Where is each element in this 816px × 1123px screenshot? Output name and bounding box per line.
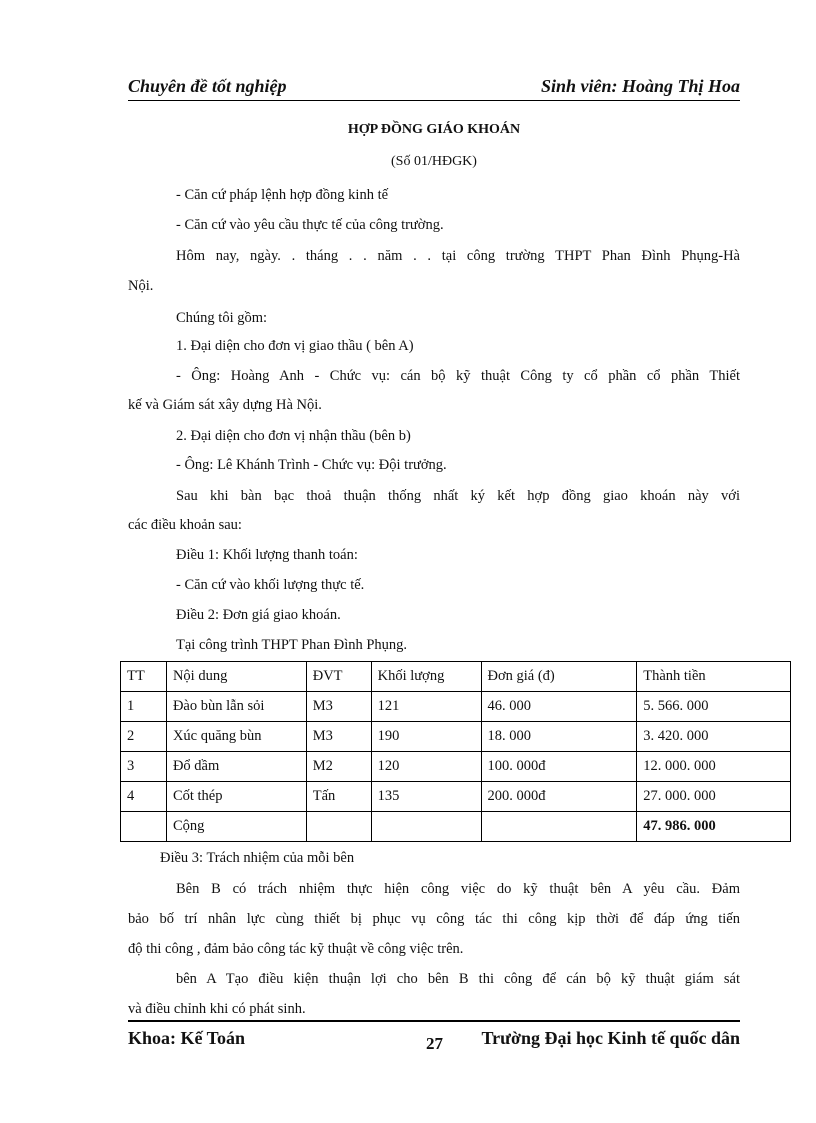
- paragraph-line: bên A Tạo điều kiện thuận lợi cho bên B thi công để cán bộ kỹ thuật giám sát: [176, 971, 740, 987]
- table-header-cell: Đơn giá (đ): [481, 662, 637, 692]
- table-row: [121, 752, 791, 782]
- paragraph-line: kế và Giám sát xây dựng Hà Nội.: [128, 397, 322, 413]
- table-header-cell: Thành tiền: [637, 662, 791, 692]
- paragraph-line: Bên B có trách nhiệm thực hiện công việc do kỹ thuật bên A yêu cầu. Đảm: [176, 881, 740, 897]
- paragraph-line: Hôm nay, ngày. . tháng . . năm . . tại công trường THPT Phan Đình Phụng-Hà: [176, 248, 740, 264]
- table-cell: 190: [371, 722, 481, 752]
- table-header-cell: TT: [121, 662, 167, 692]
- table-cell: [481, 812, 637, 842]
- table-cell: [306, 812, 371, 842]
- table-cell: Tấn: [306, 782, 371, 812]
- header-right: Sinh viên: Hoàng Thị Hoa: [540, 76, 740, 96]
- table-cell: Đào bùn lẫn sỏi: [166, 692, 306, 722]
- total-label: Cộng: [166, 812, 306, 842]
- table-cell: Cốt thép: [166, 782, 306, 812]
- table-cell: M2: [306, 752, 371, 782]
- price-table: [120, 661, 791, 842]
- table-cell: M3: [306, 692, 371, 722]
- table-row: [121, 722, 791, 752]
- table-cell: 4: [121, 782, 167, 812]
- table-cell: [121, 812, 167, 842]
- paragraph-line: Điều 1: Khối lượng thanh toán:: [176, 547, 358, 563]
- paragraph-line: - Căn cứ vào khối lượng thực tế.: [176, 577, 365, 593]
- footer-left: Khoa: Kế Toán: [128, 1028, 246, 1048]
- paragraph-line: - Căn cứ pháp lệnh hợp đồng kinh tế: [176, 187, 389, 203]
- paragraph-line: - Ông: Hoàng Anh - Chức vụ: cán bộ kỹ thuật Công ty cổ phần cổ phần Thiết: [176, 368, 740, 384]
- page-header: [128, 76, 740, 101]
- table-cell: 120: [371, 752, 481, 782]
- table-cell: 5. 566. 000: [637, 692, 791, 722]
- paragraph-line: Chúng tôi gồm:: [176, 310, 268, 326]
- table-header-row: [121, 662, 791, 692]
- table-cell: M3: [306, 722, 371, 752]
- total-value: 47. 986. 000: [637, 812, 791, 842]
- paragraph-line: bảo bố trí nhân lực cùng thiết bị phục vụ công tác thi công kịp thời để đáp ứng tiến: [128, 911, 740, 927]
- paragraph-line: Tại công trình THPT Phan Đình Phụng.: [176, 637, 408, 653]
- document-subtitle: (Số 01/HĐGK): [391, 154, 477, 169]
- table-header-cell: ĐVT: [306, 662, 371, 692]
- paragraph-line: - Căn cứ vào yêu cầu thực tế của công trường.: [176, 217, 444, 233]
- paragraph-line: - Ông: Lê Khánh Trình - Chức vụ: Đội trưởng.: [176, 457, 447, 473]
- table-cell: 1: [121, 692, 167, 722]
- paragraph-line: Nội.: [128, 278, 154, 294]
- table-cell: 2: [121, 722, 167, 752]
- paragraph-line: Điều 3: Trách nhiệm của mỗi bên: [160, 850, 355, 866]
- table-total-row: [121, 812, 791, 842]
- table-header-cell: Nội dung: [166, 662, 306, 692]
- document-title: HỢP ĐỒNG GIÁO KHOÁN: [347, 122, 521, 137]
- table-cell: 27. 000. 000: [637, 782, 791, 812]
- table-row: [121, 692, 791, 722]
- table-cell: 18. 000: [481, 722, 637, 752]
- paragraph-line: độ thi công , đảm bảo công tác kỹ thuật về công việc trên.: [128, 941, 464, 957]
- footer-right: Trường Đại học Kinh tế quốc dân: [481, 1028, 740, 1048]
- table-cell: Xúc quăng bùn: [166, 722, 306, 752]
- header-left: Chuyên đề tốt nghiệp: [128, 76, 287, 96]
- paragraph-line: các điều khoản sau:: [128, 517, 242, 533]
- paragraph-line: Điều 2: Đơn giá giao khoán.: [176, 607, 341, 623]
- table-cell: 12. 000. 000: [637, 752, 791, 782]
- table-cell: 46. 000: [481, 692, 637, 722]
- paragraph-line: và điều chỉnh khi có phát sinh.: [128, 1001, 306, 1017]
- table-cell: 200. 000đ: [481, 782, 637, 812]
- table-cell: [371, 812, 481, 842]
- table-cell: 135: [371, 782, 481, 812]
- table-cell: 100. 000đ: [481, 752, 637, 782]
- table-cell: 3. 420. 000: [637, 722, 791, 752]
- paragraph-line: Sau khi bàn bạc thoả thuận thống nhất ký kết hợp đồng giao khoán này với: [176, 488, 740, 504]
- table-cell: 3: [121, 752, 167, 782]
- paragraph-line: 1. Đại diện cho đơn vị giao thầu ( bên A): [176, 338, 414, 354]
- page-number: 27: [426, 1034, 443, 1053]
- table-cell: 121: [371, 692, 481, 722]
- paragraph-line: 2. Đại diện cho đơn vị nhận thầu (bên b): [176, 428, 411, 444]
- table-row: [121, 782, 791, 812]
- table-cell: Đổ dầm: [166, 752, 306, 782]
- page-footer: [128, 1020, 740, 1062]
- table-header-cell: Khối lượng: [371, 662, 481, 692]
